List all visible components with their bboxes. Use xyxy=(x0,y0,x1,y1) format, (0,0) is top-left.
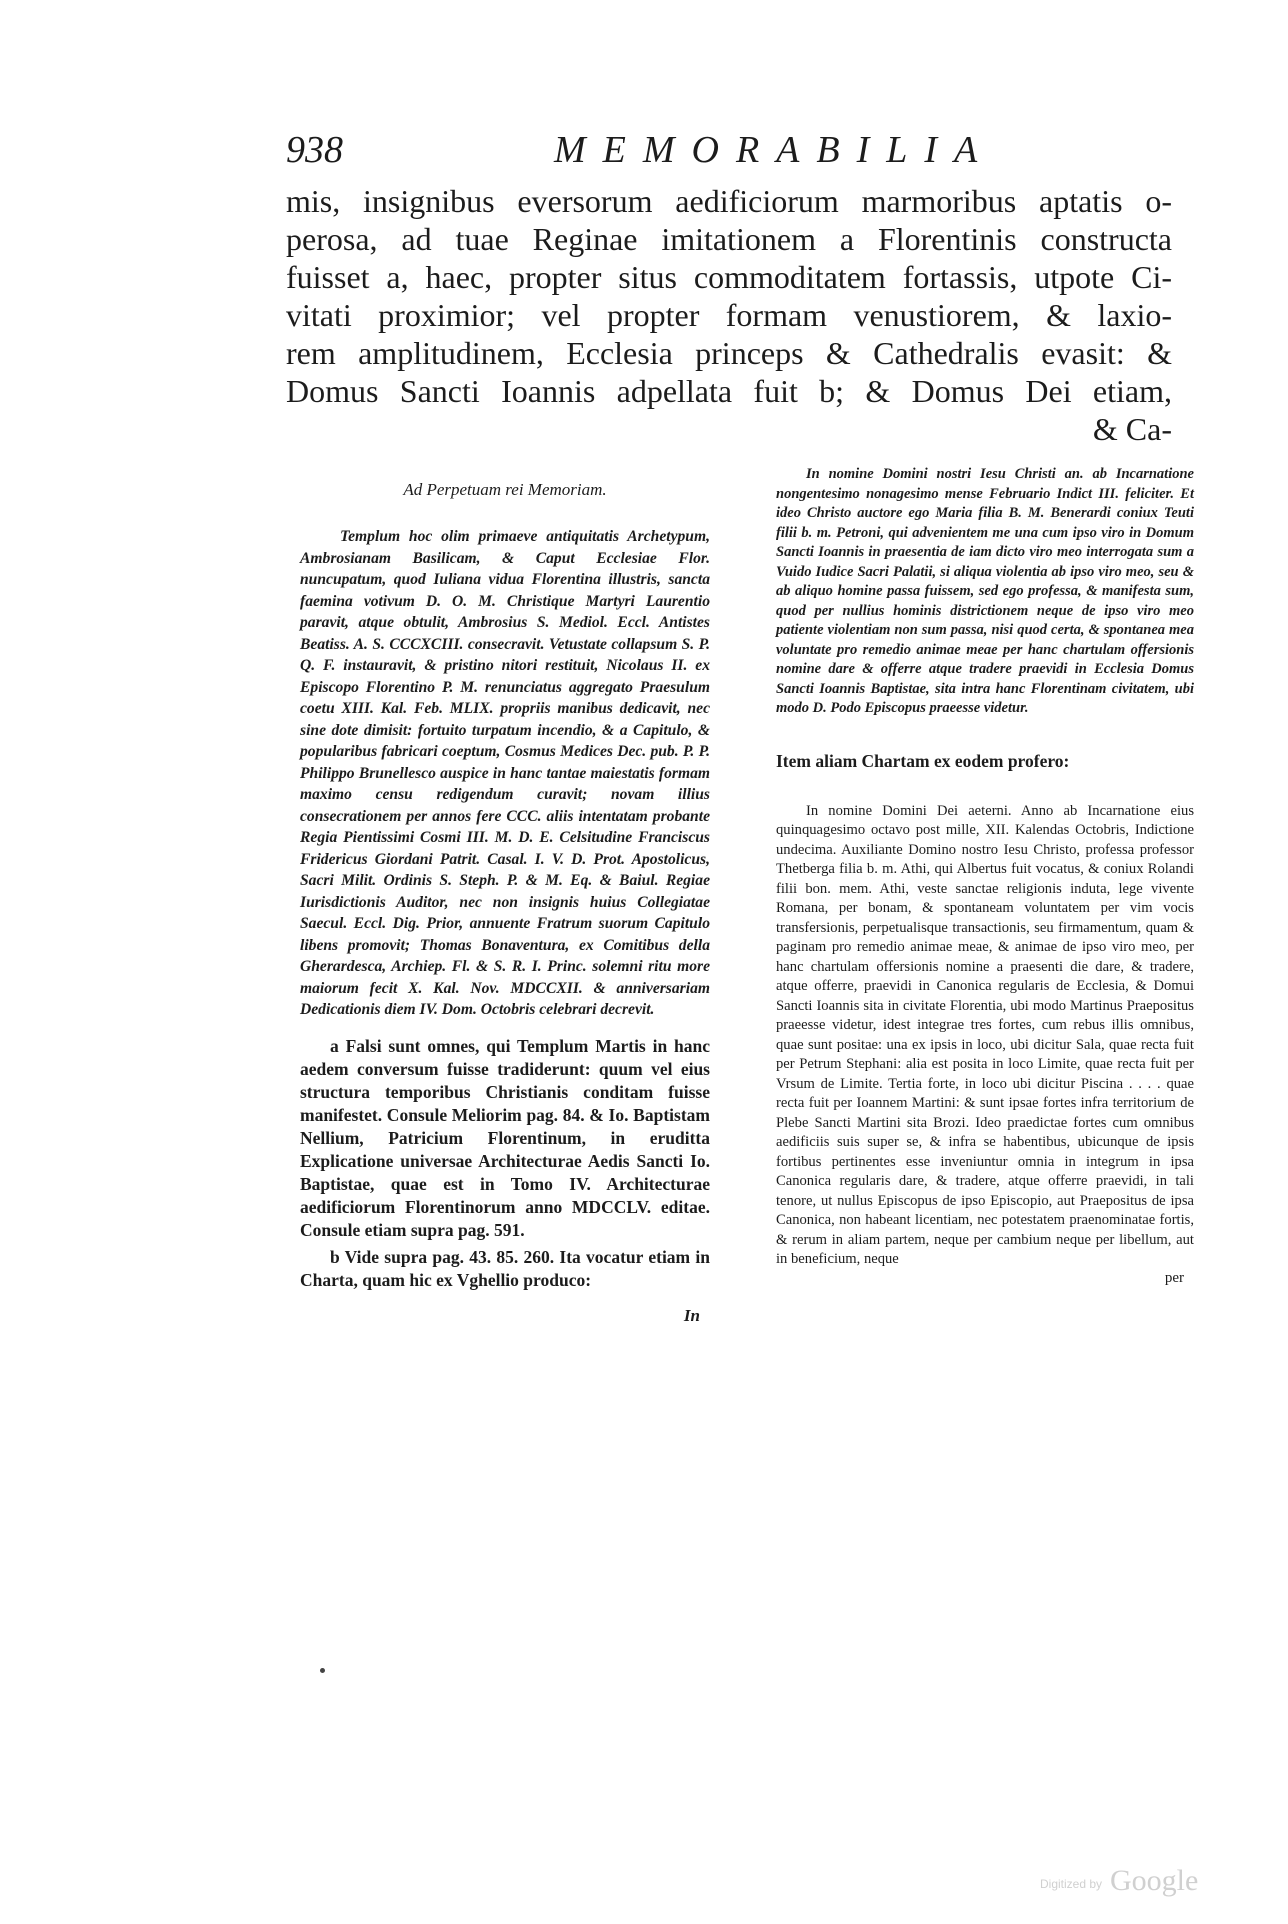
footnote-b: b Vide supra pag. 43. 85. 260. Ita vocatur etiam in Charta, quam hic ex Vghellio produco: xyxy=(300,1246,710,1290)
charter-heading: Item aliam Chartam ex eodem profero: xyxy=(776,750,1070,771)
main-text-line: vitati proximior; vel propter formam venustiorem, & laxio- xyxy=(286,297,1172,333)
google-watermark-logo xyxy=(1040,1860,1230,1900)
main-text xyxy=(286,182,1172,448)
main-text-line: perosa, ad tuae Reginae imitationem a Florentinis constructa xyxy=(286,221,1172,257)
running-title: MEMORABILIA xyxy=(554,129,995,171)
footnote-a: a Falsi sunt omnes, qui Templum Martis in hanc aedem conversum fuisse tradiderunt: quum vel eius structura temporibus Christianis conditam fuisse manifestet. Consule Meliorim pag. 84. & Io. Baptistam Nellium, Patricium Florentinum, in eruditta Explicatione universae Architecturae Aedis Sancti Io. Baptistae, quae est in Tomo IV. Architecturae aedificiorum Florentinorum anno MDCCLV. editae. Consule etiam supra pag. 591. xyxy=(300,1035,710,1240)
main-text-line: mis, insignibus eversorum aedificiorum marmoribus aptatis o- xyxy=(286,183,1172,219)
left-catchword: In xyxy=(683,1305,700,1325)
right-catchword: per xyxy=(1164,1269,1184,1286)
svg-text:Digitized by: Digitized by xyxy=(1040,1877,1103,1891)
page-number: 938 xyxy=(286,129,343,171)
charter-roman-text: In nomine Domini Dei aeterni. Anno ab Incarnatione eius quinquagesimo octavo post mille, XII. Kalendas Octobris, Indictione undecima. Auxiliante Domino nostro Iesu Christo, professa professor Thetberga filia b. m. Athi, qui Albertus fuit vocatus, & coniux Rolandi filii bon. mem. Athi, veste sanctae religionis induta, lege vivente Romana, per bonam, & spontaneam voluntatem per vim vocis transfersionis, perpetualisque transactionis, seu firmamentum, quam & paginam pro remedio animae meae, & animae de ipso viro meo, per hanc chartulam offersionis nomine a praesenti die dare, & tradere, atque offerre, praevidi in Canonica regularis de Ecclesia, & Domui Sancti Ioannis sita in civitate Florentia, ubi modo Martinus Praepositus praeesse videtur, idest integrae tres fortes, cum rebus illis omnibus, quae sunt positae: una ex ipsis in loco, ubi dicitur Sala, quae recta fuit per Petrum Stephani: alia est posita in loco Limite, quae recta fuit per Vrsum de Limite. Tertia forte, in loco ubi dicitur Piscina . . . . quae recta fuit per Ioannem Martini: & sunt ipsae fortes infra territorium de Plebe Sancti Martini sita Brozi. Ideo praedictae fortes cum omnibus aedificiis suis super se, & infra se habentibus, ubicunque de ipsis fortibus pertinentes esse inveniuntur omnia in integrum in ipsa Canonica regularis dare, & tradere, atque offerre praevidi, in tali tenore, ut nullus Episcopus de ipso Episcopio, aut Praepositus de ipsa Canonica, non habeant licentiam, nec potestatem praenominatae fortis, & rerum in aliam partem, neque per cambium neque per libellum, aut in beneficium, neque xyxy=(776,802,1194,1267)
main-text-line: fuisset a, haec, propter situs commoditatem fortassis, utpote Ci- xyxy=(286,259,1172,295)
page-header xyxy=(286,128,995,178)
inscription-text: Templum hoc olim primaeve antiquitatis Archetypum, Ambrosianam Basilicam, & Caput Ecclesiae Flor. nuncupatum, quod Iuliana vidua Florentina illustris, sancta faemina votivum D. O. M. Christique Martyri Laurentio paravit, atque obtulit, Ambrosius S. Mediol. Eccl. Antistes Beatiss. A. S. CCCXCIII. consecravit. Vetustate collapsum S. P. Q. F. instauravit, & pristino nitori restituit, Nicolaus II. ex Episcopo Florentino P. M. renunciatus aggregato Praesulum coetu XIII. Kal. Feb. MLIX. propriis manibus dedicavit, nec sine dote dimisit: fortuito turpatum incendio, & a Capitulo, & popularibus fabricari coeptum, Cosmus Medices Dec. pub. P. P. Philippo Brunellesco auspice in hanc tantae maiestatis formam maximo censu redigendum curavit; novam illius consecrationem per annos fere CCC. aliis intentatam probante Regia Pientissimi Cosmi III. M. D. E. Celsitudine Franciscus Fridericus Giordani Patrit. Casal. I. V. D. Prot. Apostolicus, Sacri Milit. Ordinis S. Steph. P. & M. Eq. & Baiul. Regiae Iurisdictionis Auditor, nec non insignis huius Collegiatae Saecul. Eccl. Dig. Prior, annuente Fratrum suorum Capitulo libens promovit; Thomas Bonaventura, ex Comitibus della Gherardesca, Archiep. Fl. & S. R. I. Princ. solemni ritu more maiorum fecit X. Kal. Nov. MDCCXII. & anniversariam Dedicationis diem IV. Dom. Octobris celebrari decrevit. xyxy=(300,528,710,1018)
ink-speck xyxy=(320,1668,325,1673)
main-text-line: Domus Sancti Ioannis adpellata fuit b; & Domus Dei etiam, xyxy=(286,373,1172,409)
svg-text:Google: Google xyxy=(1110,1864,1199,1897)
main-text-line: rem amplitudinem, Ecclesia princeps & Cathedralis evasit: & xyxy=(286,335,1172,371)
left-column xyxy=(300,480,710,1326)
right-column xyxy=(776,465,1194,1287)
charter-italic-text: In nomine Domini nostri Iesu Christi an. ab Incarnatione nongentesimo nonagesimo mense Februario Indict III. feliciter. Et ideo Christo auctore ego Maria filia B. M. Benerardi coniux Teuti filii b. m. Petroni, qui advenientem me una cum ipso viro in Domum Sancti Ioannis in praesentia de iam dicto viro meo interrogata sum a Vuido Iudice Sacri Palatii, si aliqua violentia ab ipso viro meo, seu & ab aliquo homine passa fuissem, sed ego professa, & manifesta sum, quod per nullius hominis districtionem neque de ipso viro meo patiente violentiam non sum passa, nisi quod certa, & spontanea mea voluntate pro remedio animae meae per hanc chartulam offersionis nomine dare & offerre atque tradere praevidi in Ecclesia Domus Sancti Ioannis Baptistae, sita intra hanc Florentinam civitatem, ubi modo D. Podo Episcopus praeesse videtur. xyxy=(776,466,1194,716)
main-text-catchword: & Ca- xyxy=(1092,411,1172,447)
inscription-caption: Ad Perpetuam rei Memoriam. xyxy=(403,480,607,499)
